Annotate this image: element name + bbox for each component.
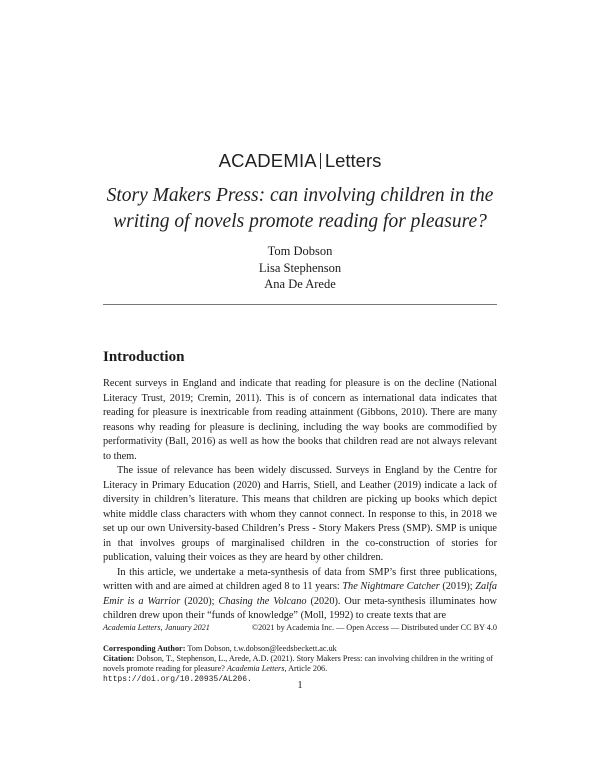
author-name: Tom Dobson (267, 244, 333, 258)
page-footer (103, 622, 497, 633)
book-title: Chasing the Volcano (218, 595, 307, 607)
citation: Citation: Dobson, T., Stephenson, L., Arede, A.D. (2021). Story Makers Press: can involving children in the writing of novels promote reading for pleasure? Academia Letters, Article 206. (103, 654, 494, 674)
journal-brand (0, 150, 600, 172)
brand-academia: ACADEMIA (218, 150, 317, 171)
author-list (0, 243, 600, 293)
brand-separator (320, 153, 321, 169)
paper-title: Story Makers Press: can involving children in the writing of novels promote reading for pleasure? (106, 185, 494, 232)
author-name: Lisa Stephenson (258, 260, 342, 275)
book-title: Zalfa Emir is a Warrior (103, 581, 497, 607)
book-title: The Nightmare Catcher (342, 581, 440, 592)
copyright-notice: ©2021 by Academia Inc. — Open Access — Distributed under CC BY 4.0 (251, 623, 497, 632)
journal-issue: Academia Letters, January 2021 (103, 623, 210, 632)
doi-link[interactable]: https://doi.org/10.20935/AL206. (103, 674, 252, 684)
paragraph: The issue of relevance has been widely discussed. Surveys in England by the Centre for Literacy in Primary Education (2020) and Harris, Stiell, and Leather (2019) indicate a lack of diversity in children’s literature. This means that children are picking up books which depict white middle class characters with whom they cannot connect. In response to this, in 2018 we set up our own University-based Children’s Press - Story Makers Press (SMP). SMP is unique in that involves groups of marginalised children in the co-construction of stories for publication, valuing their voices as they are heard by other children. (103, 465, 497, 563)
page-number: 1 (297, 680, 303, 691)
author-name: Ana De Arede (264, 277, 336, 291)
title-divider (103, 304, 497, 305)
section-heading: Introduction (103, 349, 185, 365)
paragraph: Recent surveys in England and indicate that reading for pleasure is on the decline (National Literacy Trust, 2019; Cremin, 2011). This is of concern as international data indicates that reading for pleasure is inextricable from reading attainment (Gibbons, 2010). There are many reasons why reading for pleasure is declining, including the way books are commodified by performativity (Ball, 2016) as well as how the books that children read are not always relevant to them. (103, 378, 497, 462)
citation-block (103, 644, 497, 685)
paragraph: In this article, we undertake a meta-synthesis of data from SMP’s first three publications, written with and are aimed at children aged 8 to 11 years: The Nightmare Catcher (2019); Zalfa Emir is a Warrior (2020); Chasing the Volcano (2020). Our meta-synthesis illuminates how children drew upon their “funds of knowledge” (Moll, 1992) to create texts that are (103, 566, 497, 621)
body-text (103, 377, 497, 624)
brand-letters: Letters (324, 150, 382, 171)
corresponding-author: Corresponding Author: Tom Dobson, t.w.dobson@leedsbeckett.ac.uk (103, 644, 337, 653)
